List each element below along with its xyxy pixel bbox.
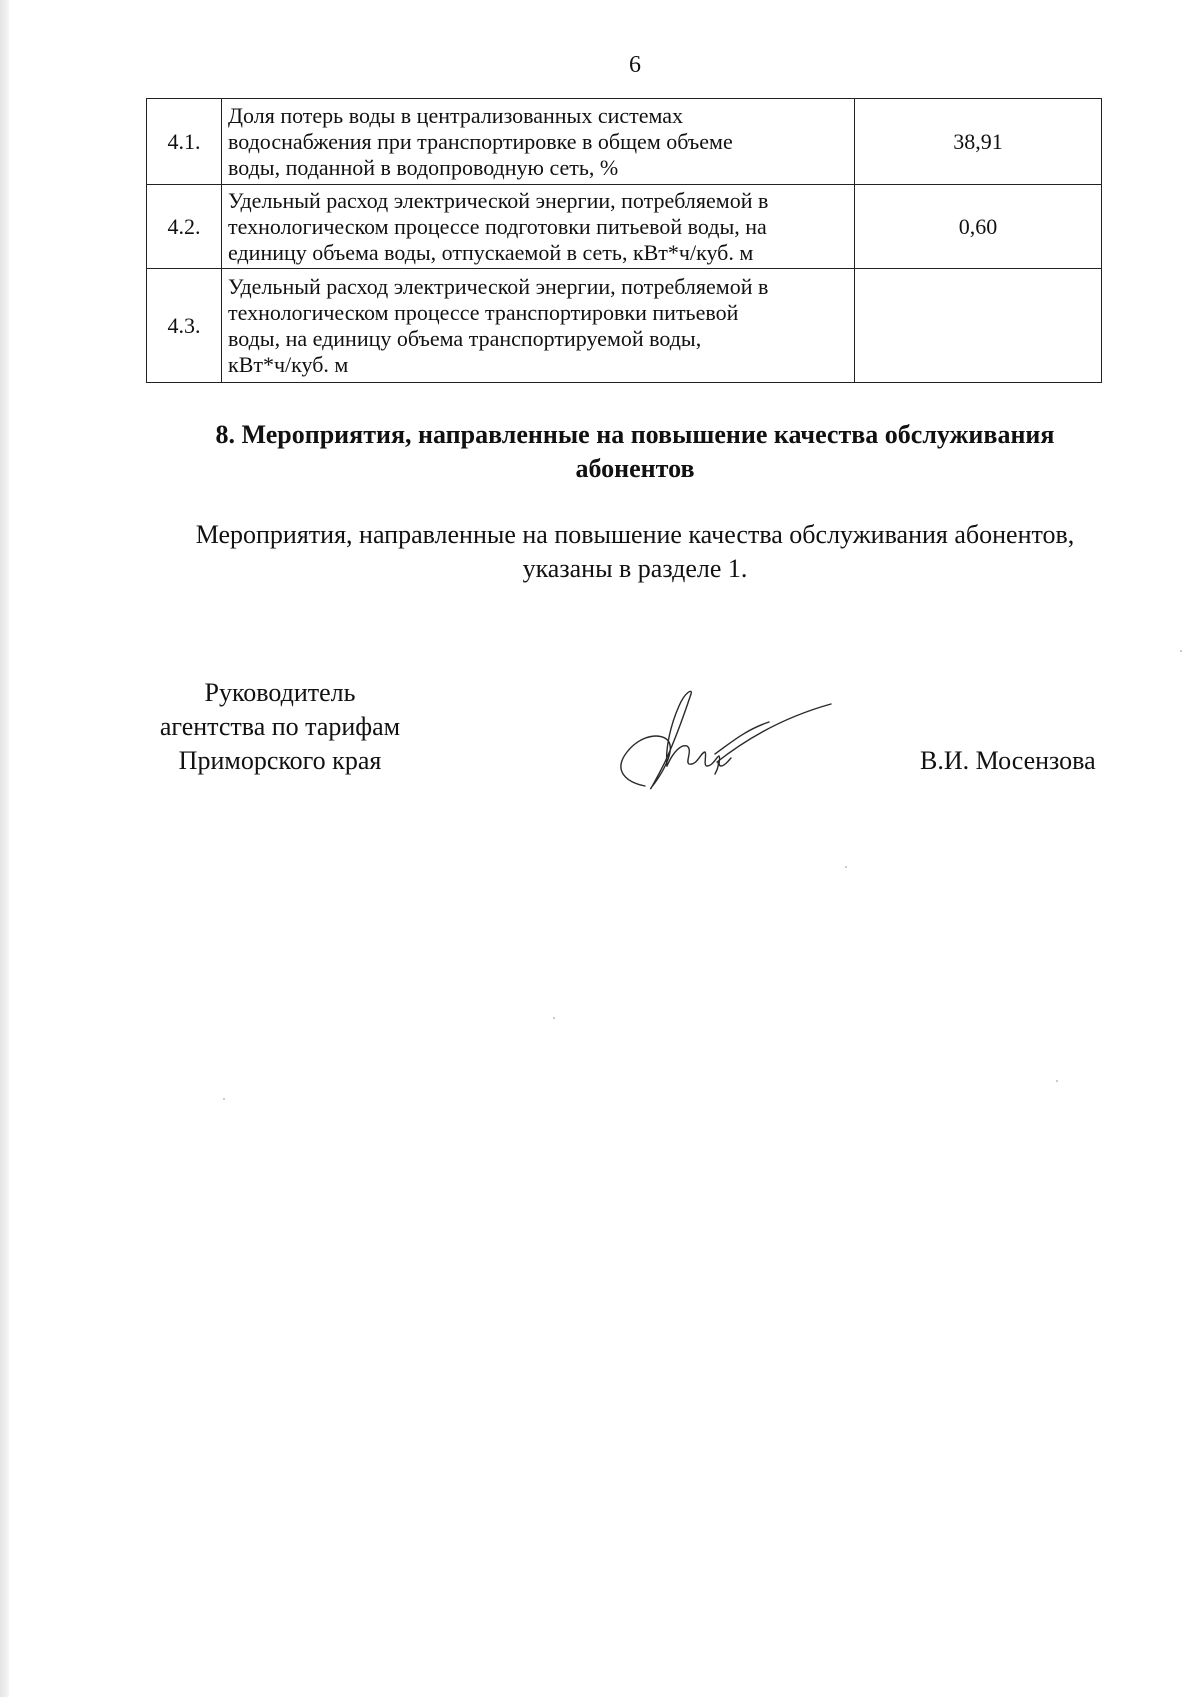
indicator-name-line: технологическом процессе транспортировки питьевой (228, 299, 739, 325)
row-number: 4.2. (147, 185, 222, 269)
indicator-name (222, 269, 855, 383)
indicator-name-line: Удельный расход электрической энергии, потребляемой в (228, 187, 769, 213)
indicator-name (222, 185, 855, 269)
scan-speck (1180, 650, 1182, 652)
indicator-value: 0,60 (855, 185, 1102, 269)
section-body-line: указаны в разделе 1. (522, 554, 748, 583)
section-body (140, 518, 1130, 586)
indicators-table (146, 98, 1102, 383)
indicator-name-line: Доля потерь воды в централизованных системах (228, 102, 684, 128)
table-row (147, 269, 1102, 383)
indicator-name (222, 99, 855, 185)
signer-position (130, 676, 430, 778)
table-row (147, 185, 1102, 269)
section-title-line: абонентов (575, 454, 695, 483)
section-body-line: Мероприятия, направленные на повышение качества обслуживания абонентов, (195, 520, 1075, 549)
signer-position-line: агентства по тарифам (159, 712, 401, 741)
scan-speck (1056, 1080, 1058, 1082)
indicator-name-line: воды, поданной в водопроводную сеть, % (228, 154, 619, 180)
section-title-line: 8. Мероприятия, направленные на повышение качества обслуживания (215, 420, 1055, 449)
signer-position-line: Руководитель (204, 678, 356, 707)
table-row (147, 99, 1102, 185)
row-number: 4.3. (147, 269, 222, 383)
indicator-name-line: технологическом процессе подготовки питьевой воды, на (228, 213, 767, 239)
handwritten-signature (605, 682, 835, 802)
indicator-name-line: Удельный расход электрической энергии, потребляемой в (228, 273, 769, 299)
indicator-name-line: воды, на единицу объема транспортируемой воды, (228, 325, 702, 351)
indicator-value: 38,91 (855, 99, 1102, 185)
scan-speck (223, 1098, 225, 1100)
row-number: 4.1. (147, 99, 222, 185)
indicator-name-line: кВт*ч/куб. м (228, 351, 349, 377)
signer-position-line: Приморского края (178, 746, 382, 775)
page-number: 6 (629, 52, 641, 78)
scan-page-edge (0, 0, 9, 1697)
indicator-name-line: единицу объема воды, отпускаемой в сеть, кВт*ч/куб. м (228, 239, 754, 265)
indicator-name-line: водоснабжения при транспортировке в общем объеме (228, 128, 733, 154)
scan-speck (553, 1017, 555, 1019)
signer-name: В.И. Мосензова (920, 746, 1096, 775)
indicator-value (855, 269, 1102, 383)
scan-speck (845, 866, 847, 868)
section-title (150, 418, 1120, 486)
